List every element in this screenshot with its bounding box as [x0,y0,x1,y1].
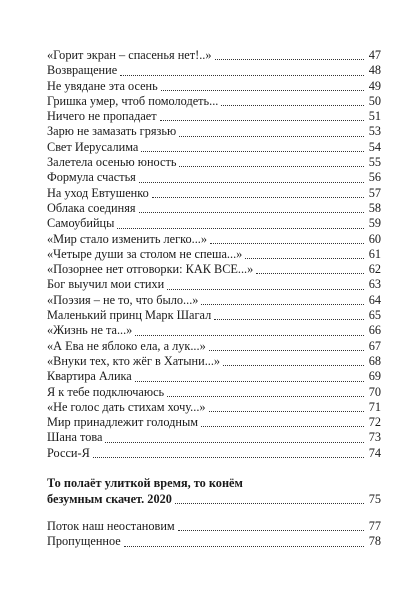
dot-leader [124,546,364,547]
toc-entry-page-number: 73 [368,430,381,445]
dot-leader [161,90,364,91]
dot-leader [178,530,364,531]
toc-entry [47,354,381,369]
toc-entry-page-number: 77 [368,519,381,534]
toc-entry [47,534,381,549]
toc-entry [47,201,381,216]
toc-entry-title: Возвращение [47,63,118,78]
toc-entry-page-number: 48 [368,63,381,78]
toc-entry-page-number: 62 [368,262,381,277]
toc-entry [47,400,381,415]
toc-entry-page-number: 56 [368,170,381,185]
toc-entry-page-number: 64 [368,292,381,307]
dot-leader [105,442,364,443]
toc-entry-title: Маленький принц Марк Шагал [47,308,212,323]
toc-entry [47,109,381,124]
toc-entry-title: «Жизнь не та...» [47,323,133,338]
toc-entry [47,308,381,323]
toc-entry-title: Зарю не замазать грязью [47,124,177,139]
toc-entry-title: На уход Евтушенко [47,185,149,200]
toc-entry [47,247,381,262]
toc-entry-page-number: 57 [368,185,381,200]
dot-leader [167,289,364,290]
toc-entry-title: Я к тебе подключаюсь [47,384,165,399]
dot-leader [135,381,364,382]
toc-entry [47,277,381,292]
toc-entry [47,155,381,170]
dot-leader [209,350,364,351]
table-of-contents [47,48,381,550]
toc-entry [47,430,381,445]
toc-entry-page-number: 63 [368,277,381,292]
toc-entry-title: «Позорнее нет отговорки: КАК ВСЕ...» [47,262,254,277]
dot-leader [215,59,364,60]
toc-entry-page-number: 55 [368,155,381,170]
toc-entry-title: «Поэзия – не то, что было...» [47,292,199,307]
toc-entry-title: Мир принадлежит голодным [47,415,198,430]
toc-section [47,475,381,507]
dot-leader [179,136,364,137]
toc-entry-title: Залетела осенью юность [47,155,177,170]
dot-leader [201,426,364,427]
toc-entry [47,293,381,308]
toc-entry-page-number: 67 [368,338,381,353]
toc-entry [47,323,381,338]
section-page-number: 75 [368,492,381,507]
toc-entry [47,446,381,461]
toc-entry [47,385,381,400]
dot-leader [256,273,364,274]
dot-leader [221,105,364,106]
toc-entry-title: Квартира Алика [47,369,132,384]
toc-entry-page-number: 54 [368,139,381,154]
toc-entry [47,262,381,277]
dot-leader [139,212,364,213]
dot-leader [201,304,364,305]
toc-entry-title: «Мир стало изменить легко...» [47,231,208,246]
toc-entry-page-number: 53 [368,124,381,139]
toc-entry [47,415,381,430]
toc-entry-page-number: 65 [368,308,381,323]
toc-entry-page-number: 58 [368,200,381,215]
dot-leader [139,182,364,183]
section-title-line2: безумным скачет. 2020 [47,492,172,507]
toc-list-2 [47,519,381,550]
toc-entry-page-number: 72 [368,415,381,430]
dot-leader [160,120,364,121]
dot-leader [93,457,364,458]
toc-entry-title: «А Ева не яблоко ела, а лук...» [47,338,206,353]
toc-entry-title: Шана това [47,430,103,445]
toc-entry [47,140,381,155]
dot-leader [135,335,364,336]
toc-entry-title: Свет Иерусалима [47,139,139,154]
toc-entry-title: Гришка умер, чтоб помолодеть... [47,93,219,108]
toc-entry-title: «Горит экран – спасенья нет!..» [47,48,212,62]
toc-entry [47,216,381,231]
toc-entry [47,186,381,201]
toc-entry [47,339,381,354]
toc-entry-page-number: 68 [368,353,381,368]
toc-entry-page-number: 50 [368,93,381,108]
toc-entry [47,124,381,139]
toc-entry-title: Бог выучил мои стихи [47,277,165,292]
toc-entry-title: «Внуки тех, кто жёг в Хатыни...» [47,353,221,368]
dot-leader [175,503,364,504]
toc-entry-page-number: 66 [368,323,381,338]
dot-leader [152,197,364,198]
toc-entry [47,48,381,63]
toc-entry-title: Формула счастья [47,170,136,185]
dot-leader [209,411,364,412]
toc-list [47,48,381,461]
dot-leader [120,75,364,76]
dot-leader [167,396,364,397]
toc-entry-title: Ничего не пропадает [47,109,157,124]
toc-entry [47,79,381,94]
toc-entry [47,232,381,247]
toc-entry-page-number: 74 [368,445,381,460]
dot-leader [179,166,364,167]
toc-entry-title: «Не голос дать стихам хочу...» [47,399,206,414]
dot-leader [141,151,364,152]
toc-entry-page-number: 60 [368,231,381,246]
dot-leader [117,228,364,229]
toc-entry-title: Росси-Я [47,445,90,460]
toc-entry-page-number: 49 [368,78,381,93]
toc-entry [47,63,381,78]
dot-leader [214,319,364,320]
toc-entry-page-number: 69 [368,369,381,384]
dot-leader [210,243,364,244]
toc-entry-title: Поток наш неостановим [47,519,175,534]
toc-entry-page-number: 70 [368,384,381,399]
toc-entry-page-number: 59 [368,216,381,231]
toc-entry-title: Самоубийцы [47,216,115,231]
toc-entry-title: «Четыре души за столом не спеша...» [47,246,243,261]
toc-entry [47,369,381,384]
toc-entry-title: Не увядане эта осень [47,78,158,93]
dot-leader [245,258,364,259]
toc-entry-title: Пропущенное [47,534,121,549]
dot-leader [223,365,364,366]
toc-entry-page-number: 61 [368,246,381,261]
toc-entry-page-number: 71 [368,399,381,414]
toc-entry [47,94,381,109]
section-title-line1: То полаёт улиткой время, то конём [47,476,243,491]
toc-entry-page-number: 51 [368,109,381,124]
toc-entry-page-number: 47 [368,48,381,62]
toc-entry [47,519,381,534]
toc-entry [47,170,381,185]
toc-entry-title: Облака соединяя [47,200,136,215]
toc-entry-page-number: 78 [368,534,381,549]
